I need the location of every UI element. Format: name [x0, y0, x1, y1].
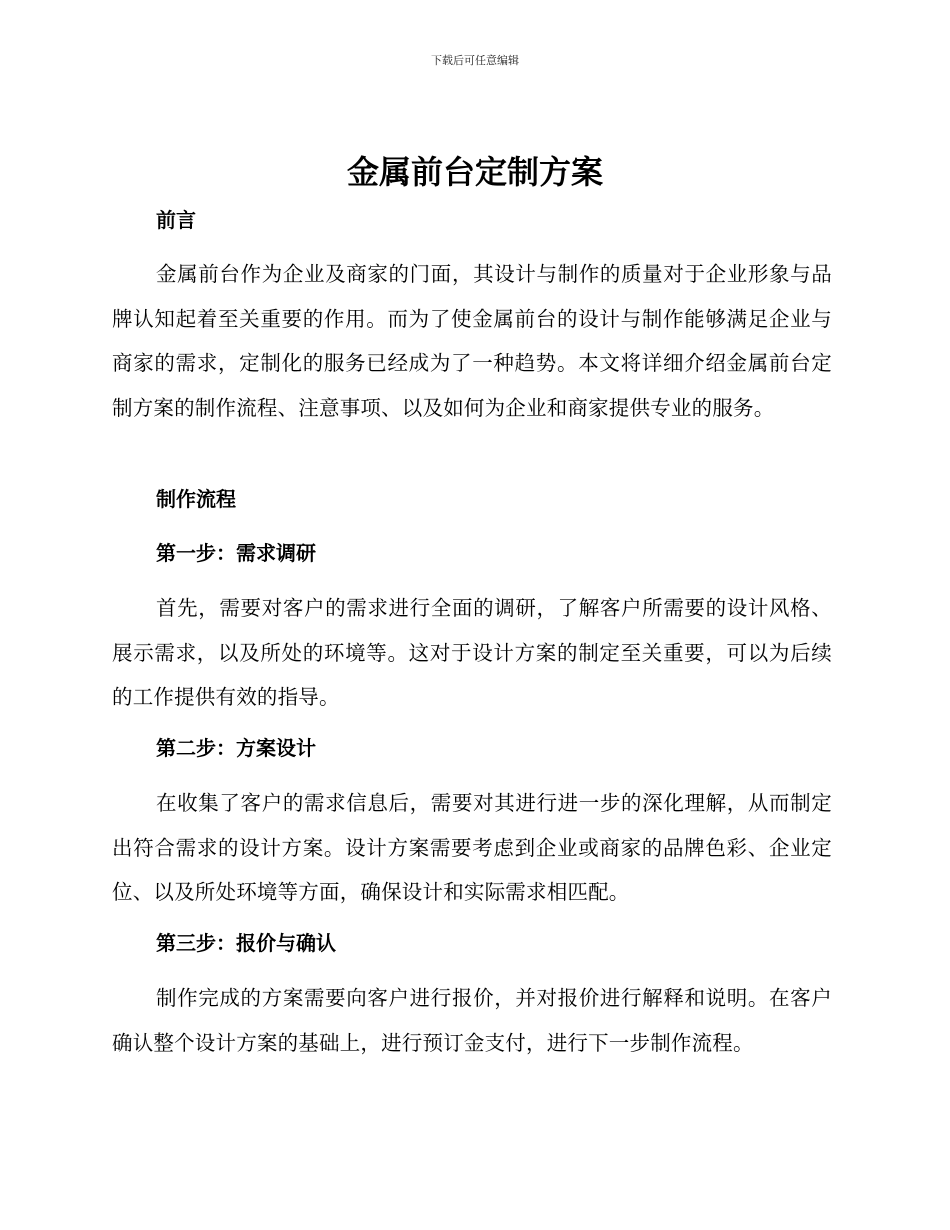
step3-paragraph: 制作完成的方案需要向客户进行报价，并对报价进行解释和说明。在客户确认整个设计方案的基础上，进行预订金支付，进行下一步制作流程。: [112, 986, 832, 1055]
preface-paragraph: 金属前台作为企业及商家的门面，其设计与制作的质量对于企业形象与品牌认知起着至关重要的作用。而为了使金属前台的设计与制作能够满足企业与商家的需求，定制化的服务已经成为了一种趋势。本文将详细介绍金属前台定制方案的制作流程、注意事项、以及如何为企业和商家提供专业的服务。: [112, 262, 832, 420]
preface-heading: 前言: [156, 208, 196, 232]
process-heading: 制作流程: [156, 487, 236, 511]
step2-paragraph: 在收集了客户的需求信息后，需要对其进行进一步的深化理解，从而制定出符合需求的设计方案。设计方案需要考虑到企业或商家的品牌色彩、企业定位、以及所处环境等方面，确保设计和实际需求相匹配。: [112, 791, 832, 904]
header-note: 下载后可任意编辑: [431, 54, 519, 67]
step2-heading: 第二步：方案设计: [156, 736, 316, 760]
step3-heading: 第三步：报价与确认: [156, 931, 336, 955]
step1-paragraph: 首先，需要对客户的需求进行全面的调研，了解客户所需要的设计风格、展示需求，以及所处的环境等。这对于设计方案的制定至关重要，可以为后续的工作提供有效的指导。: [112, 596, 832, 709]
document-title: 金属前台定制方案: [346, 153, 603, 191]
step1-heading: 第一步：需求调研: [156, 541, 316, 565]
